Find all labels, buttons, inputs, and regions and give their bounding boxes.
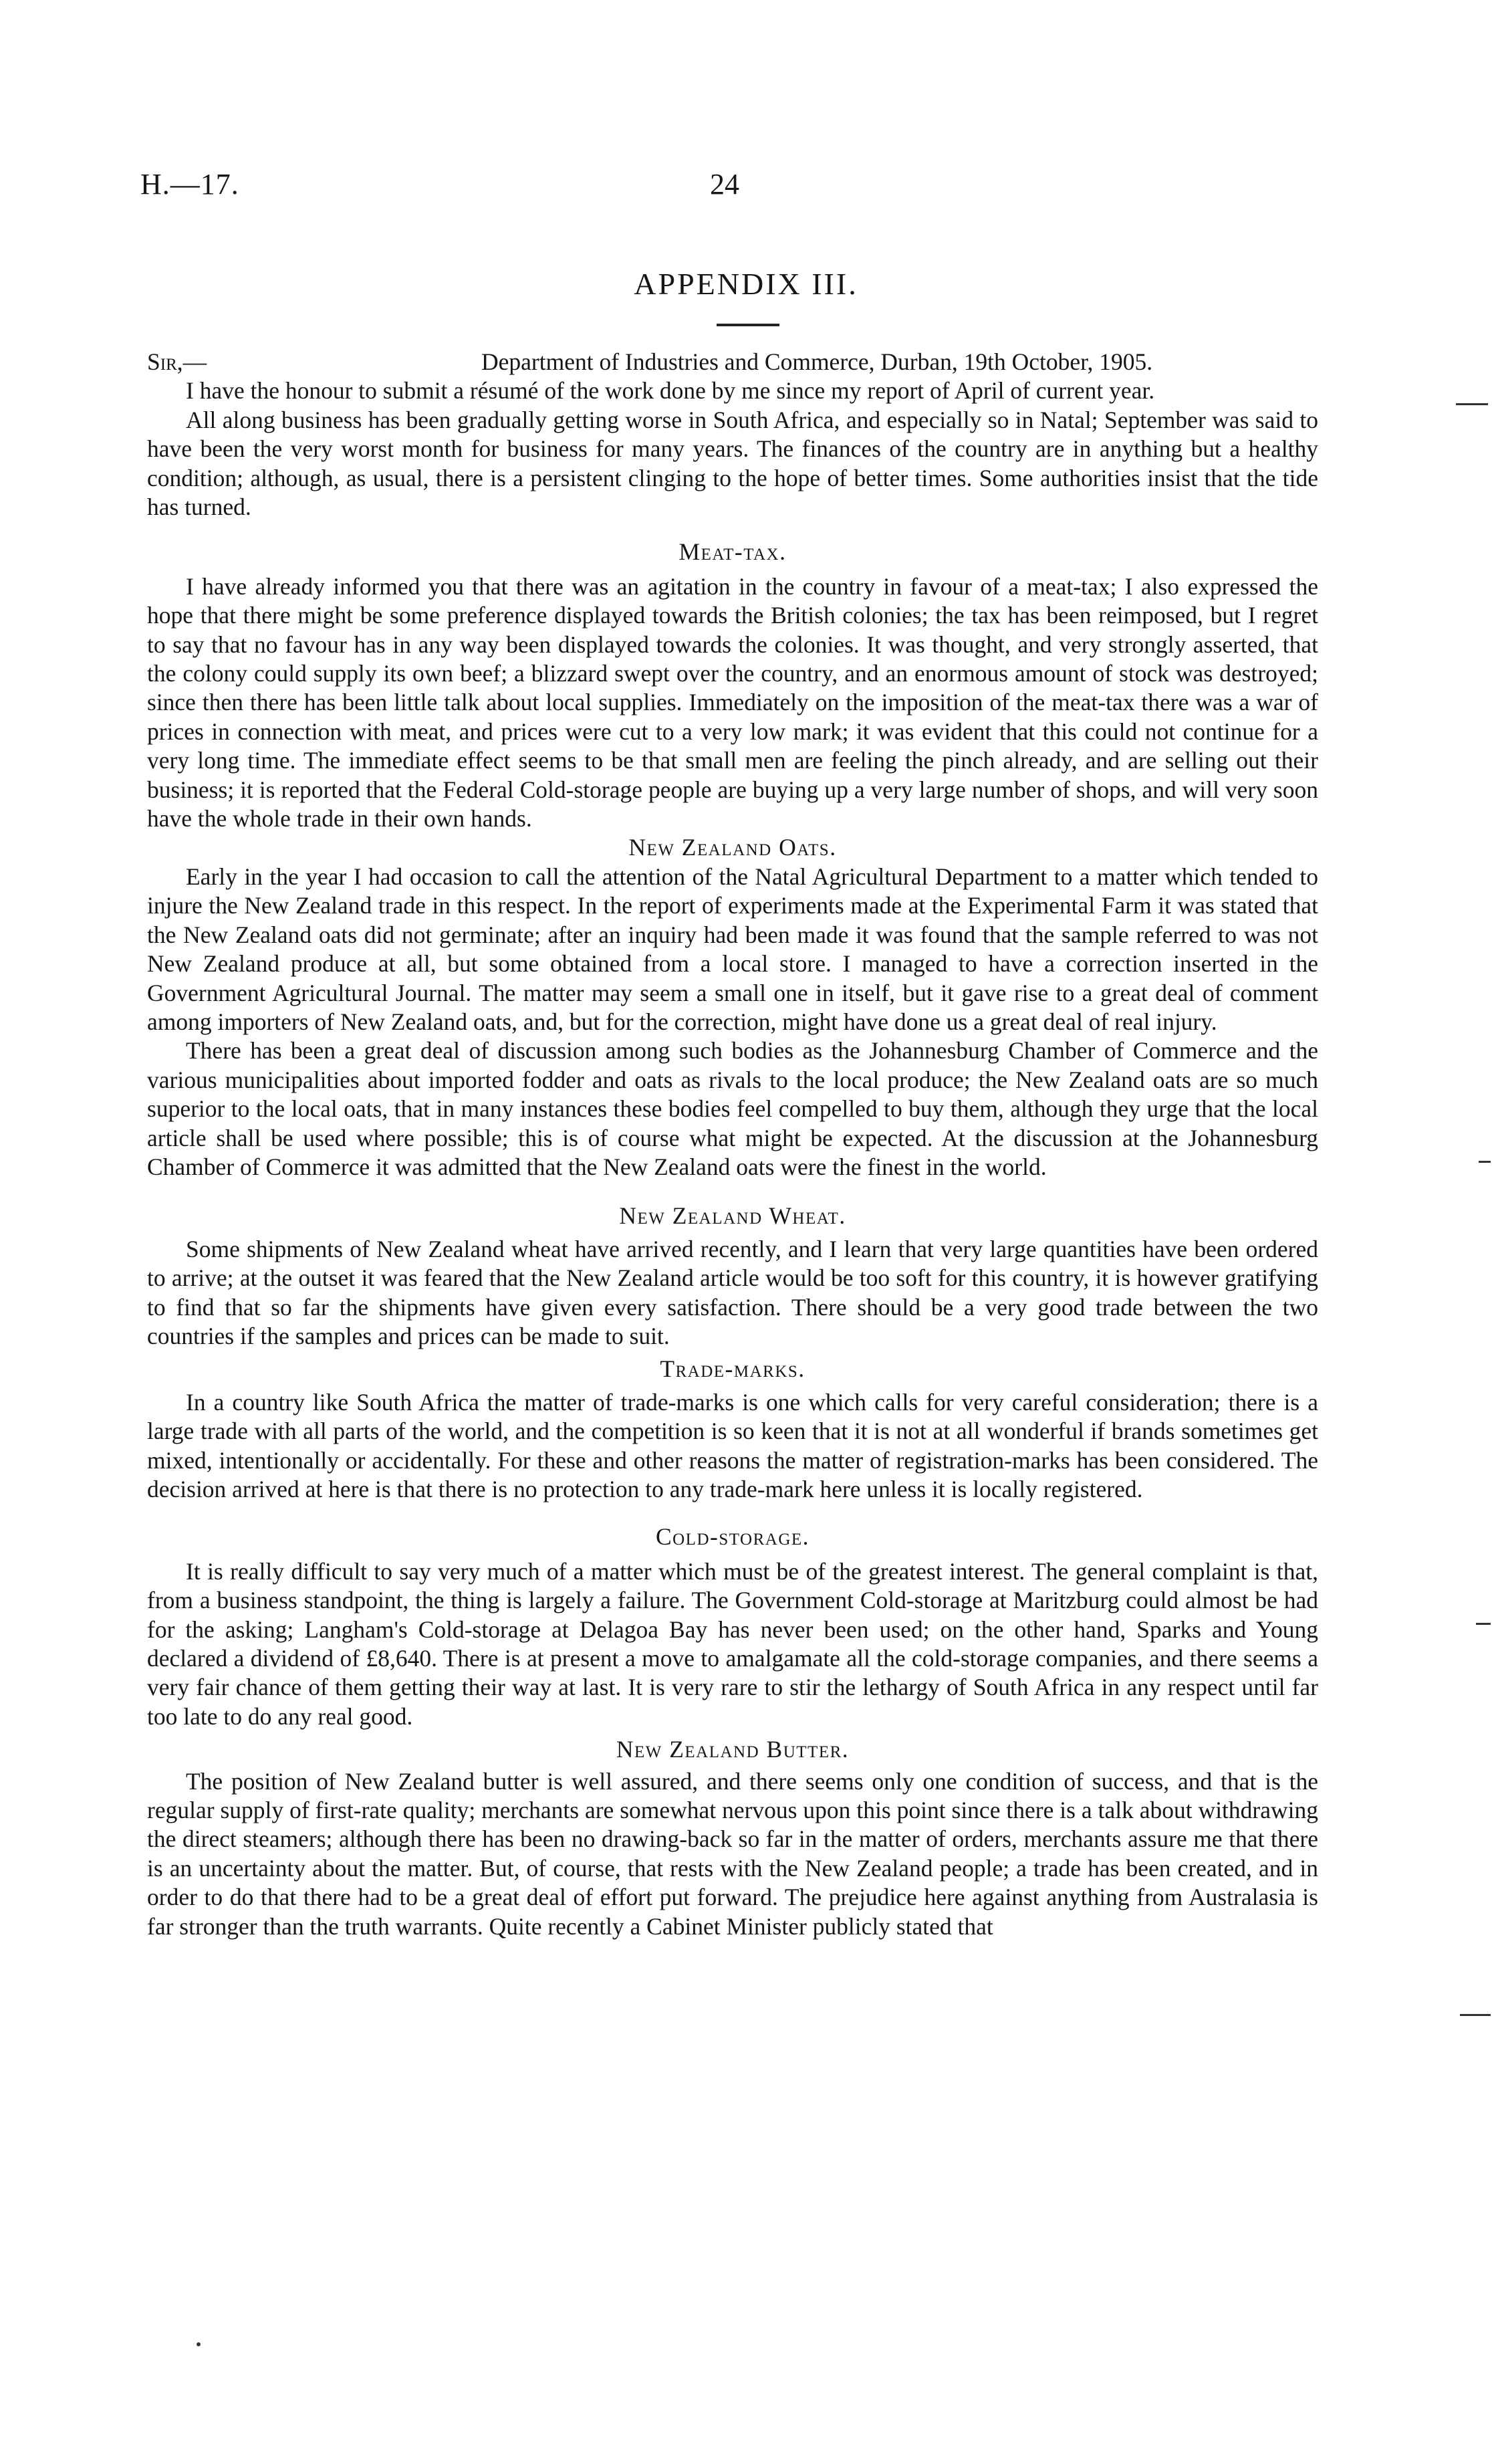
section-heading-new-zealand-butter: New Zealand Butter.: [616, 1736, 850, 1763]
margin-mark: [1476, 1623, 1491, 1625]
paragraph: In a country like South Africa the matter of trade-marks is one which calls for very careful consideration; there is a large trade with all parts of the world, and the competition is so keen that it is not at all wonderful if brands sometimes get mixed, intentionally or accidentally. For these and other reasons the matter of registration-marks has been considered. The decision arrived at here is that there is no protection to any trade-mark here unless it is locally registered.: [147, 1388, 1318, 1503]
section-heading-trade-marks: Trade-marks.: [660, 1355, 805, 1383]
margin-mark: [1479, 1161, 1491, 1163]
salutation-line: [147, 348, 1318, 376]
paragraph: I have the honour to submit a résumé of the work done by me since my report of April of current year.: [186, 377, 1155, 405]
margin-mark: [1456, 403, 1488, 405]
section-heading-new-zealand-wheat: New Zealand Wheat.: [619, 1202, 846, 1230]
salutation: Sir,—: [147, 348, 207, 375]
page-number: 24: [710, 168, 739, 201]
margin-mark: [197, 2342, 201, 2346]
paragraph: All along business has been gradually getting worse in South Africa, and especially so in Natal; September was said to have been the very worst month for business for many years. The finances of the country are in anything but a healthy condition; although, as usual, there is a persistent clinging to the hope of better times. Some authorities insist that the tide has turned.: [147, 406, 1318, 521]
paragraph: It is really difficult to say very much of a matter which must be of the greatest interest. The general complaint is that, from a business standpoint, the thing is largely a failure. The Government Cold-storage at Maritzburg could almost be had for the asking; Langham's Cold-storage at Delagoa Bay has never been used; on the other hand, Sparks and Young declared a dividend of £8,640. There is at present a move to amalgamate all the cold-storage companies, and there seems a very fair chance of them getting their way at last. It is very rare to stir the lethargy of South Africa in any respect until far too late to do any real good.: [147, 1557, 1318, 1730]
document-reference: H.—17.: [140, 168, 239, 201]
section-heading-new-zealand-oats: New Zealand Oats.: [628, 834, 837, 861]
dateline: Department of Industries and Commerce, Durban, 19th October, 1905.: [481, 348, 1153, 375]
section-heading-cold-storage: Cold-storage.: [655, 1523, 810, 1551]
paragraph: I have already informed you that there was an agitation in the country in favour of a meat-tax; I also expressed the hope that there might be some preference displayed towards the British colonies; the tax has been reimposed, but I regret to say that no favour has in any way been displayed towards the colonies. It was thought, and very strongly asserted, that the colony could supply its own beef; a blizzard swept over the country, and an enormous amount of stock was destroyed; since then there has been little talk about local supplies. Immediately on the imposition of the meat-tax there was a war of prices in connection with meat, and prices were cut to a very low mark; it was evident that this could not continue for a very long time. The immediate effect seems to be that small men are feeling the pinch already, and are selling out their business; it is reported that the Federal Cold-storage people are buying up a very large number of shops, and will very soon have the whole trade in their own hands.: [147, 572, 1318, 832]
paragraph: Some shipments of New Zealand wheat have arrived recently, and I learn that very large quantities have been ordered to arrive; at the outset it was feared that the New Zealand article would be too soft for this country, it is however gratifying to find that so far the shipments have given every satisfaction. There should be a very good trade between the two countries if the samples and prices can be made to suit.: [147, 1235, 1318, 1349]
margin-mark: [1460, 2014, 1491, 2016]
paragraph: The position of New Zealand butter is well assured, and there seems only one condition of success, and that is the regular supply of first-rate quality; merchants are somewhat nervous upon this point since there is a talk about withdrawing the direct steamers; although there has been no drawing-back so far in the matter of orders, merchants assure me that there is an uncertainty about the matter. But, of course, that rests with the New Zealand people; a trade has been created, and in order to do that there had to be a great deal of effort put forward. The prejudice here against anything from Australasia is far stronger than the truth warrants. Quite recently a Cabinet Minister publicly stated that: [147, 1767, 1318, 1940]
letter-body: [147, 348, 1318, 1941]
appendix-title: APPENDIX III.: [634, 267, 858, 301]
title-rule: [717, 324, 779, 326]
paragraph: Early in the year I had occasion to call the attention of the Natal Agricultural Department to a matter which tended to injure the New Zealand trade in this respect. In the report of experiments made at the Experimental Farm it was stated that the New Zealand oats did not germinate; after an inquiry had been made it was found that the sample referred to was not New Zealand produce at all, but some obtained from a local store. I managed to have a correction inserted in the Government Agricultural Journal. The matter may seem a small one in itself, but it gave rise to a great deal of comment among importers of New Zealand oats, and, but for the correction, might have done us a great deal of real injury.: [147, 863, 1318, 1035]
section-heading-meat-tax: Meat-tax.: [678, 538, 787, 566]
paragraph: There has been a great deal of discussion among such bodies as the Johannesburg Chamber of Commerce and the various municipalities about imported fodder and oats as rivals to the local produce; the New Zealand oats are so much superior to the local oats, that in many instances these bodies feel compelled to buy them, although they urge that the local article shall be used where possible; this is of course what might be expected. At the discussion at the Johannesburg Chamber of Commerce it was admitted that the New Zealand oats were the finest in the world.: [147, 1037, 1318, 1180]
